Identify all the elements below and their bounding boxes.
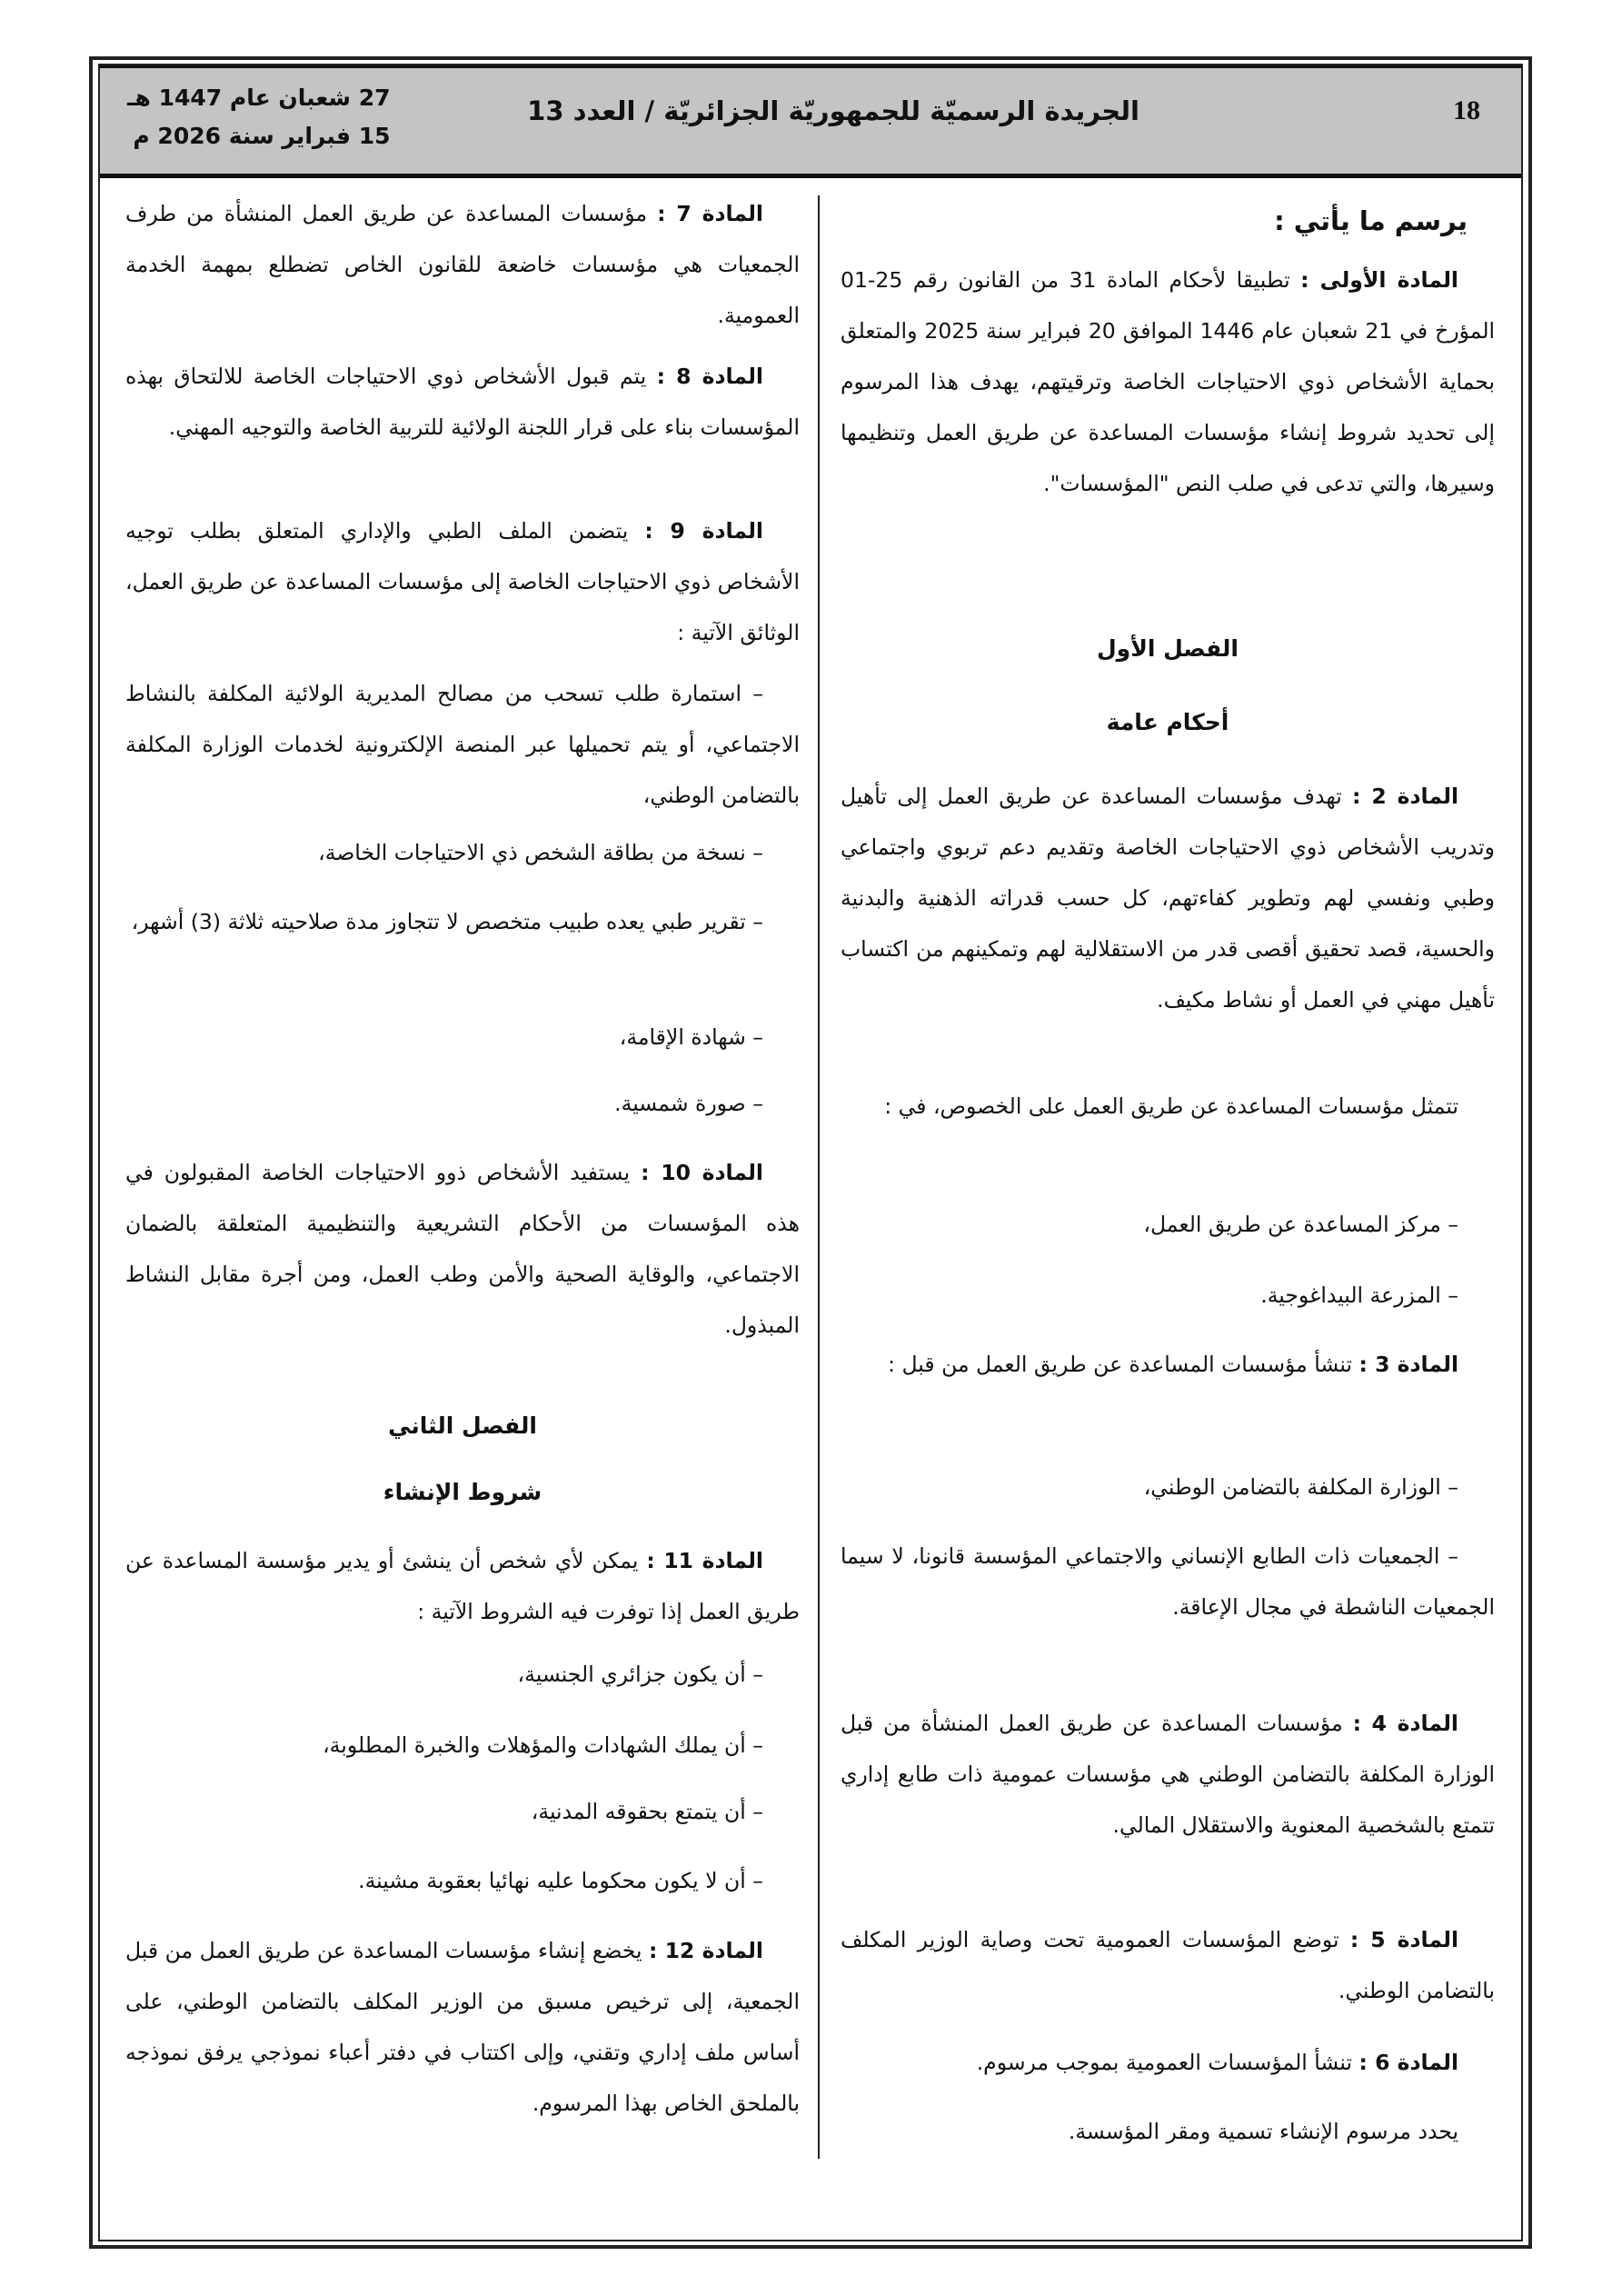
article-1: المادة الأولى : تطبيقا لأحكام المادة 31 من القانون رقم 25-01 المؤرخ في 21 شعبان عام 1446 الموافق 20 فبراير سنة 2025 والمتعلق بحماية الأشخاص ذوي الاحتياجات الخاصة وترقيتهم، يهدف هذا المرسوم إلى تحديد شروط إنشاء مؤسسات المساعدة عن طريق العمل وتنظيمها وسيرها، والتي تدعى في صلب النص "المؤسسات". [841, 267, 1496, 496]
article-11: المادة 11 : يمكن لأي شخص أن ينشئ أو يدير مؤسسة المساعدة عن طريق العمل إذا توفرت فيه الشروط الآتية : [125, 1548, 800, 1624]
article-12: المادة 12 : يخضع إنشاء مؤسسات المساعدة عن طريق العمل من قبل الجمعية، إلى ترخيص مسبق من الوزير المكلف بالتضامن الوطني، على أساس ملف إداري وتقني، وإلى اكتتاب في دفتر أعباء نموذجي يرفق نموذجه بالملحق الخاص بهذا المرسوم. [125, 1938, 800, 2116]
chapter-1-subtitle: أحكام عامة [1106, 709, 1229, 735]
list-item: – أن يملك الشهادات والمؤهلات والخبرة المطلوبة، [323, 1732, 763, 1758]
article-6: المادة 6 : تنشأ المؤسسات العمومية بموجب مرسوم. [976, 2050, 1458, 2075]
article-10: المادة 10 : يستفيد الأشخاص ذوو الاحتياجات الخاصة المقبولون في هذه المؤسسات من الأحكام التشريعية والتنظيمية المتعلقة بالضمان الاجتماعي، والوقاية الصحية والأمن وطب العمل، ومن أجرة مقابل النشاط المبذول. [125, 1160, 800, 1338]
list-item: – صورة شمسية. [614, 1091, 763, 1116]
list-item: – نسخة من بطاقة الشخص ذي الاحتياجات الخاصة، [318, 840, 763, 865]
list-item: – استمارة طلب تسحب من مصالح المديرية الولائية المكلفة بالنشاط الاجتماعي، أو يتم تحميلها عبر المنصة الإلكترونية لخدمات الوزارة المكلفة بالتضامن الوطني، [125, 681, 800, 808]
list-item: – شهادة الإقامة، [619, 1024, 763, 1050]
article-2-continued: تتمثل مؤسسات المساعدة عن طريق العمل على الخصوص، في : [884, 1093, 1458, 1119]
article-3: المادة 3 : تنشأ مؤسسات المساعدة عن طريق العمل من قبل : [888, 1352, 1458, 1377]
article-7: المادة 7 : مؤسسات المساعدة عن طريق العمل المنشأة من طرف الجمعيات هي مؤسسات خاضعة للقانون الخاص تضطلع بمهمة الخدمة العمومية. [125, 201, 800, 328]
issue-date [127, 79, 391, 155]
list-item: – المزرعة البيداغوجية. [1260, 1283, 1458, 1308]
article-9: المادة 9 : يتضمن الملف الطبي والإداري المتعلق بطلب توجيه الأشخاص ذوي الاحتياجات الخاصة إلى مؤسسات المساعدة عن طريق العمل، الوثائق الآتية : [125, 518, 800, 645]
decree-intro: يرسم ما يأتي : [1274, 205, 1468, 236]
list-item: – مركز المساعدة عن طريق العمل، [1143, 1212, 1458, 1237]
list-item: – أن يكون جزائري الجنسية، [517, 1662, 763, 1687]
chapter-1-title: الفصل الأول [1096, 635, 1239, 662]
list-item: – الوزارة المكلفة بالتضامن الوطني، [1143, 1474, 1458, 1500]
article-4: المادة 4 : مؤسسات المساعدة عن طريق العمل المنشأة من قبل الوزارة المكلفة بالتضامن الوطني هي مؤسسات عمومية ذات طابع إداري تتمتع بالشخصية المعنوية والاستقلال المالي. [841, 1711, 1495, 1838]
list-item: – أن يتمتع بحقوقه المدنية، [531, 1799, 763, 1824]
list-item: – تقرير طبي يعده طبيب متخصص لا تتجاوز مدة صلاحيته ثلاثة (3) أشهر، [131, 909, 763, 934]
chapter-2-title: الفصل الثاني [388, 1413, 537, 1439]
page-number: 18 [1453, 95, 1480, 125]
article-6-continued: يحدد مرسوم الإنشاء تسمية ومقر المؤسسة. [1068, 2119, 1458, 2144]
article-5: المادة 5 : توضع المؤسسات العمومية تحت وصاية الوزير المكلف بالتضامن الوطني. [841, 1927, 1495, 2003]
date-gregorian: 15 فبراير سنة 2026 م [133, 123, 391, 149]
list-item: – أن لا يكون محكوما عليه نهائيا بعقوبة مشينة. [358, 1868, 763, 1893]
gazette-title: الجريدة الرسميّة للجمهوريّة الجزائريّة / العدد 13 [527, 95, 1139, 126]
chapter-2-subtitle: شروط الإنشاء [383, 1479, 542, 1505]
date-hijri: 27 شعبان عام 1447 هـ [127, 85, 391, 111]
gazette-header [100, 65, 1521, 178]
list-item: – الجمعيات ذات الطابع الإنساني والاجتماعي المؤسسة قانونا، لا سيما الجمعيات الناشطة في مجال الإعاقة. [841, 1543, 1495, 1620]
column-divider [818, 195, 820, 2159]
article-2: المادة 2 : تهدف مؤسسات المساعدة عن طريق العمل إلى تأهيل وتدريب الأشخاص ذوي الاحتياجات الخاصة وتقديم دعم تربوي واجتماعي وطبي ونفسي لهم وتطوير كفاءتهم، كل حسب قدراته الذهنية والبدنية والحسية، قصد تحقيق أقصى قدر من الاستقلالية لهم وتمكينهم من اكتساب تأهيل مهني في العمل أو نشاط مكيف. [841, 784, 1495, 1013]
article-8: المادة 8 : يتم قبول الأشخاص ذوي الاحتياجات الخاصة للالتحاق بهذه المؤسسات بناء على قرار اللجنة الولائية للتربية الخاصة والتوجيه المهني. [125, 364, 800, 440]
